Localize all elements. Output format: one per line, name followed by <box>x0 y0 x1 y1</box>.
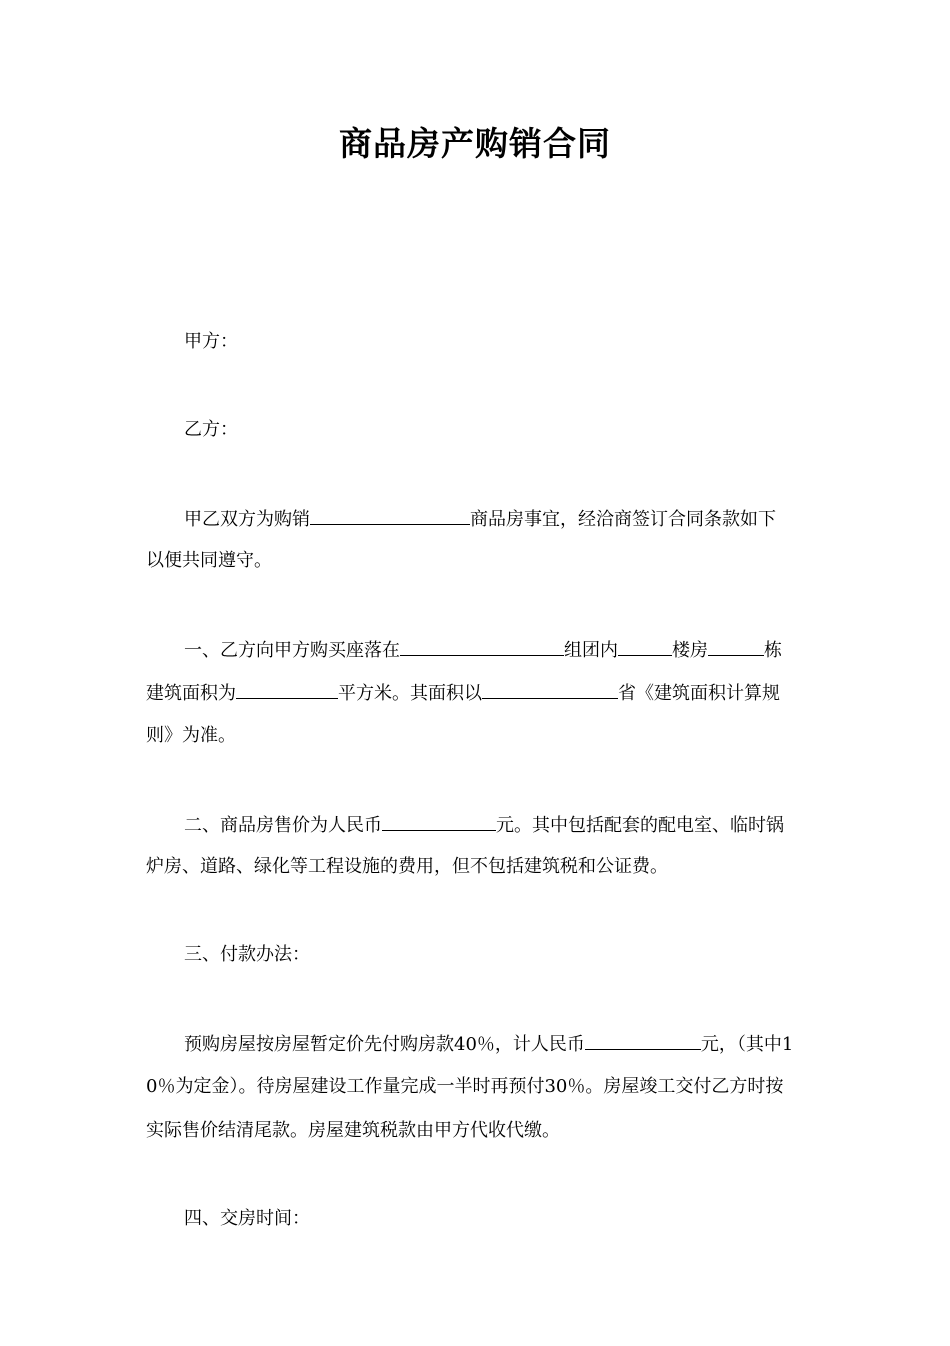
location-blank <box>400 638 564 656</box>
clause2-text-a: 二、商品房售价为人民币 <box>184 815 382 836</box>
clause1-text-f: 平方米。其面积以 <box>338 683 482 704</box>
clause3-line-3: 实际售价结清尾款。房屋建筑税款由甲方代收代缴。 <box>146 1120 560 1141</box>
intro-text-1: 甲乙双方为购销 <box>184 509 310 530</box>
party-a-label: 甲方： <box>184 331 238 352</box>
clause1-text-b: 组团内 <box>564 640 618 661</box>
clause1-line-2 <box>146 681 808 705</box>
clause3-text-b: 元，（其中1 <box>700 1034 794 1055</box>
clause3-text-a: 预购房屋按房屋暂定价先付购房款40％，计人民币 <box>184 1034 585 1055</box>
clause3-heading: 三、付款办法： <box>184 944 310 965</box>
deposit-amount-blank <box>585 1032 701 1050</box>
clause2-line-1 <box>184 813 808 837</box>
party-b-label: 乙方： <box>184 419 238 440</box>
clause1-text-d: 栋 <box>764 640 782 661</box>
intro-line-2: 以便共同遵守。 <box>146 550 272 571</box>
clause1-text-g: 省《建筑面积计算规 <box>618 683 780 704</box>
building-blank <box>618 638 672 656</box>
clause3-line-1 <box>184 1032 808 1056</box>
intro-line-1 <box>184 507 808 531</box>
clause2-line-2: 炉房、道路、绿化等工程设施的费用，但不包括建筑税和公证费。 <box>146 856 668 877</box>
price-blank <box>382 813 496 831</box>
clause1-text-a: 一、乙方向甲方购买座落在 <box>184 640 400 661</box>
province-blank <box>482 681 618 699</box>
intro-text-2: 商品房事宜，经洽商签订合同条款如下 <box>470 509 776 530</box>
property-name-blank <box>310 507 470 525</box>
clause3-line-2: 0％为定金）。待房屋建设工作量完成一半时再预付30％。房屋竣工交付乙方时按 <box>146 1076 784 1097</box>
clause1-line-1 <box>184 638 808 662</box>
unit-count-blank <box>708 638 764 656</box>
clause1-text-c: 楼房 <box>672 640 708 661</box>
clause1-line-3: 则》为准。 <box>146 725 236 746</box>
clause1-text-e: 建筑面积为 <box>146 683 236 704</box>
clause2-text-b: 元。其中包括配套的配电室、临时锅 <box>496 815 784 836</box>
document-title: 商品房产购销合同 <box>339 124 611 163</box>
clause4-heading: 四、交房时间： <box>184 1208 310 1229</box>
area-blank <box>236 681 338 699</box>
